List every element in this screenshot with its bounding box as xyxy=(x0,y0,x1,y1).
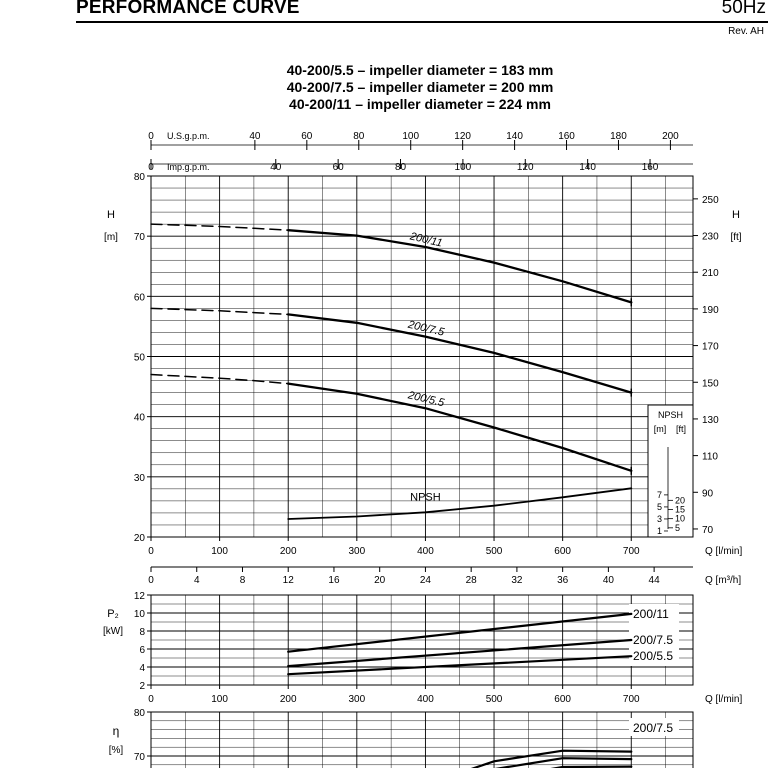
head-x-tick-label: 500 xyxy=(485,546,503,557)
usgpm-tick-label: 200 xyxy=(662,131,679,142)
npsh-inset-unit-m: [m] xyxy=(653,424,667,434)
eff-y-tick-label: 80 xyxy=(133,708,145,719)
usgpm-tick-label: 180 xyxy=(610,131,627,142)
power-x-tick-label: 600 xyxy=(554,694,571,705)
head-x-tick-label: 300 xyxy=(348,546,366,557)
eff-y-tick-label: 70 xyxy=(133,752,145,763)
m3h-tick-label: 24 xyxy=(419,575,431,586)
m3h-tick-label: 8 xyxy=(239,575,246,586)
head-ft-tick-label: 150 xyxy=(702,378,719,390)
head-y-tick-label: 30 xyxy=(133,472,145,484)
head-y-tick-label: 70 xyxy=(133,232,145,244)
power-y-tick-label: 4 xyxy=(139,663,145,674)
power-x-tick-label: 400 xyxy=(417,694,434,705)
npsh-inset-ft-label: 10 xyxy=(675,513,686,524)
power-x-tick-label: 200 xyxy=(279,694,297,705)
impgpm-tick-label: 80 xyxy=(394,162,407,173)
power-curve-200-7-5-label: 200/7.5 xyxy=(633,633,674,647)
m3h-tick-label: 44 xyxy=(648,575,660,586)
eff-y-unit-label: [%] xyxy=(108,745,124,756)
eff-curve-label-200-7-5: 200/7.5 xyxy=(633,721,674,735)
head-curve-200-7-5-label: 200/7.5 xyxy=(406,318,446,339)
subtitle-line-3: 40-200/11 – impeller diameter = 224 mm xyxy=(289,96,551,112)
usgpm-tick-label: 0 xyxy=(148,131,154,142)
head-ft-tick-label: 190 xyxy=(702,304,719,316)
head-ft-tick-label: 70 xyxy=(702,524,714,536)
head-curve-200-5-5-label: 200/5.5 xyxy=(406,389,446,410)
usgpm-axis-label: U.S.g.p.m. xyxy=(167,131,210,141)
m3h-tick-label: 4 xyxy=(193,575,200,586)
frequency-label: 50Hz xyxy=(721,0,766,18)
impgpm-tick-label: 160 xyxy=(641,162,659,173)
npsh-curve-label: NPSH xyxy=(410,491,441,504)
power-x-tick-label: 300 xyxy=(348,694,366,705)
head-ft-tick-label: 230 xyxy=(702,231,719,243)
impgpm-tick-label: 60 xyxy=(332,162,344,173)
power-curve-200-11-label: 200/11 xyxy=(633,606,669,621)
head-y-tick-label: 50 xyxy=(133,352,145,364)
npsh-inset-ft-label: 20 xyxy=(675,495,686,506)
npsh-inset-m-label: 3 xyxy=(656,513,662,524)
m3h-tick-label: 32 xyxy=(511,575,523,586)
head-x-tick-label: 400 xyxy=(417,546,434,557)
page-title: PERFORMANCE CURVE xyxy=(76,0,300,18)
head-y-axis-label: H xyxy=(107,209,115,221)
impgpm-tick-label: 40 xyxy=(270,162,282,173)
head-ft-tick-label: 170 xyxy=(702,341,719,353)
head-x-tick-label: 100 xyxy=(211,546,228,557)
power-y-axis-label: P₂ xyxy=(107,608,119,620)
head-y-unit-label: [m] xyxy=(104,232,118,243)
power-y-tick-label: 6 xyxy=(139,645,145,656)
power-y-unit-label: [kW] xyxy=(103,626,123,637)
usgpm-tick-label: 100 xyxy=(402,131,420,142)
m3h-tick-label: 16 xyxy=(328,575,340,586)
usgpm-tick-label: 40 xyxy=(249,131,261,142)
power-y-tick-label: 2 xyxy=(139,681,145,692)
subtitle-line-2: 40-200/7.5 – impeller diameter = 200 mm xyxy=(286,79,554,95)
eff-y-axis-label: η xyxy=(112,724,120,738)
power-curve-200-5-5-label: 200/5.5 xyxy=(633,649,674,664)
head-x-tick-label: 200 xyxy=(279,546,297,557)
head-right-unit-label: [ft] xyxy=(730,232,742,243)
m3h-tick-label: 12 xyxy=(282,575,294,586)
head-y-tick-label: 60 xyxy=(133,292,145,304)
impgpm-tick-label: 100 xyxy=(454,162,472,173)
impgpm-tick-label: 0 xyxy=(148,162,154,173)
head-ft-tick-label: 110 xyxy=(702,451,718,463)
impgpm-axis-label: Imp.g.p.m. xyxy=(167,162,210,172)
npsh-inset-m-label: 5 xyxy=(656,501,662,512)
npsh-inset-title: NPSH xyxy=(657,410,684,420)
m3h-tick-label: 0 xyxy=(148,575,154,586)
m3h-tick-label: 36 xyxy=(557,575,569,586)
usgpm-tick-label: 140 xyxy=(506,131,523,142)
head-right-axis-label: H xyxy=(732,209,740,221)
head-curve-200-11-label: 200/11 xyxy=(408,230,444,250)
npsh-inset-m-label: 1 xyxy=(656,525,662,536)
m3h-tick-label: 28 xyxy=(465,575,477,586)
usgpm-tick-label: 120 xyxy=(454,131,471,142)
npsh-inset-m-label: 7 xyxy=(656,489,662,500)
m3h-tick-label: 40 xyxy=(602,575,614,586)
head-ft-tick-label: 210 xyxy=(702,268,719,280)
m3h-axis-label: Q [m³/h] xyxy=(705,575,742,586)
head-ft-tick-label: 130 xyxy=(702,414,719,426)
usgpm-tick-label: 60 xyxy=(301,131,313,142)
head-x-axis-label: Q [l/min] xyxy=(705,546,743,557)
m3h-tick-label: 20 xyxy=(374,575,386,586)
impgpm-tick-label: 120 xyxy=(516,162,534,173)
power-x-tick-label: 100 xyxy=(211,694,228,705)
head-x-tick-label: 600 xyxy=(554,546,571,557)
power-x-tick-label: 700 xyxy=(622,694,640,705)
head-y-tick-label: 80 xyxy=(133,172,145,183)
npsh-inset-ft-label: 5 xyxy=(675,522,681,533)
power-y-tick-label: 8 xyxy=(139,627,145,638)
power-x-tick-label: 0 xyxy=(148,694,154,705)
head-x-tick-label: 0 xyxy=(148,546,154,557)
npsh-inset-ft-label: 15 xyxy=(675,504,686,515)
power-x-tick-label: 500 xyxy=(485,694,503,705)
usgpm-tick-label: 160 xyxy=(558,131,575,142)
impgpm-tick-label: 140 xyxy=(579,162,596,173)
usgpm-tick-label: 80 xyxy=(353,131,365,142)
npsh-inset-unit-ft: [ft] xyxy=(675,424,687,434)
head-y-tick-label: 20 xyxy=(133,533,145,544)
head-ft-tick-label: 250 xyxy=(702,194,719,206)
power-y-tick-label: 10 xyxy=(133,609,145,620)
revision-label: Rev. AH xyxy=(728,26,764,37)
head-x-tick-label: 700 xyxy=(622,546,640,557)
head-ft-tick-label: 90 xyxy=(702,488,714,500)
power-y-tick-label: 12 xyxy=(133,591,145,602)
power-x-axis-label: Q [l/min] xyxy=(705,694,743,705)
head-y-tick-label: 40 xyxy=(133,412,145,424)
subtitle-line-1: 40-200/5.5 – impeller diameter = 183 mm xyxy=(286,62,554,78)
